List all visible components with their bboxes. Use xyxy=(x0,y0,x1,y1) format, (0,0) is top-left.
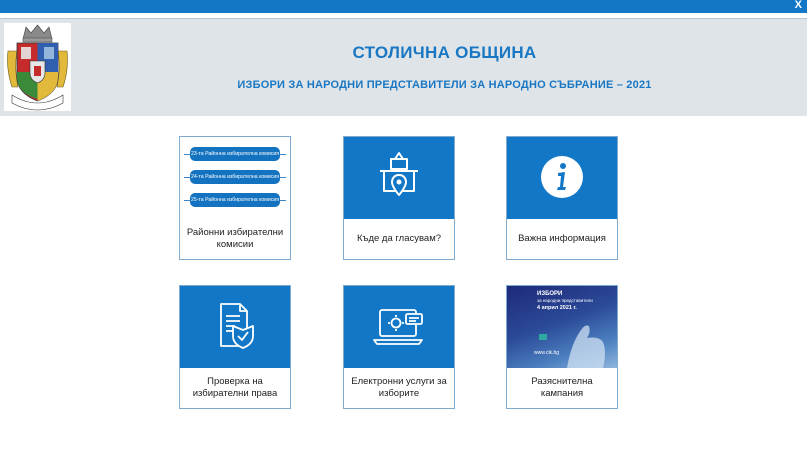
document-shield-icon xyxy=(180,286,290,368)
tile-voter-rights-check[interactable] xyxy=(179,285,291,409)
tile-label: Важна информация xyxy=(518,233,606,244)
tile-important-info[interactable] xyxy=(506,136,618,260)
laptop-settings-icon xyxy=(344,286,454,368)
commission-pill-24[interactable]: 24-та Районна избирателна комисия xyxy=(190,170,280,184)
campaign-line-1: ИЗБОРИ xyxy=(537,291,563,297)
close-button[interactable]: X xyxy=(794,0,802,11)
campaign-poster-image xyxy=(507,286,617,368)
tile-label: Районни избирателни комисии xyxy=(186,227,284,250)
tile-label: Електронни услуги за изборите xyxy=(351,376,447,399)
ballot-box-location-icon xyxy=(344,137,454,219)
tile-district-commissions[interactable] xyxy=(179,136,291,260)
commissions-list-image xyxy=(180,137,290,219)
tile-label: Къде да гласувам? xyxy=(356,233,442,244)
tile-label: Разяснителна кампания xyxy=(531,376,593,399)
sofia-coat-of-arms-logo xyxy=(4,23,71,111)
top-bar xyxy=(0,0,807,13)
tile-explanatory-campaign[interactable] xyxy=(506,285,618,409)
page-subtitle: ИЗБОРИ ЗА НАРОДНИ ПРЕДСТАВИТЕЛИ ЗА НАРОДНО СЪБРАНИЕ – 2021 xyxy=(237,79,652,91)
tile-e-services[interactable] xyxy=(343,285,455,409)
commission-pill-23[interactable]: 23-та Районна избирателна комисия xyxy=(190,147,280,161)
commission-pill-25[interactable]: 25-та Районна избирателна комисия xyxy=(190,193,280,207)
tile-label: Проверка на избирателни права xyxy=(192,376,278,399)
tile-where-to-vote[interactable] xyxy=(343,136,455,260)
page-title: СТОЛИЧНА ОБЩИНА xyxy=(352,43,537,62)
page-header xyxy=(0,18,807,116)
campaign-line-3: 4 април 2021 г. xyxy=(537,305,577,311)
campaign-line-2: за народни представители xyxy=(537,298,593,303)
info-icon xyxy=(507,137,617,219)
campaign-site: www.cik.bg xyxy=(534,350,560,356)
